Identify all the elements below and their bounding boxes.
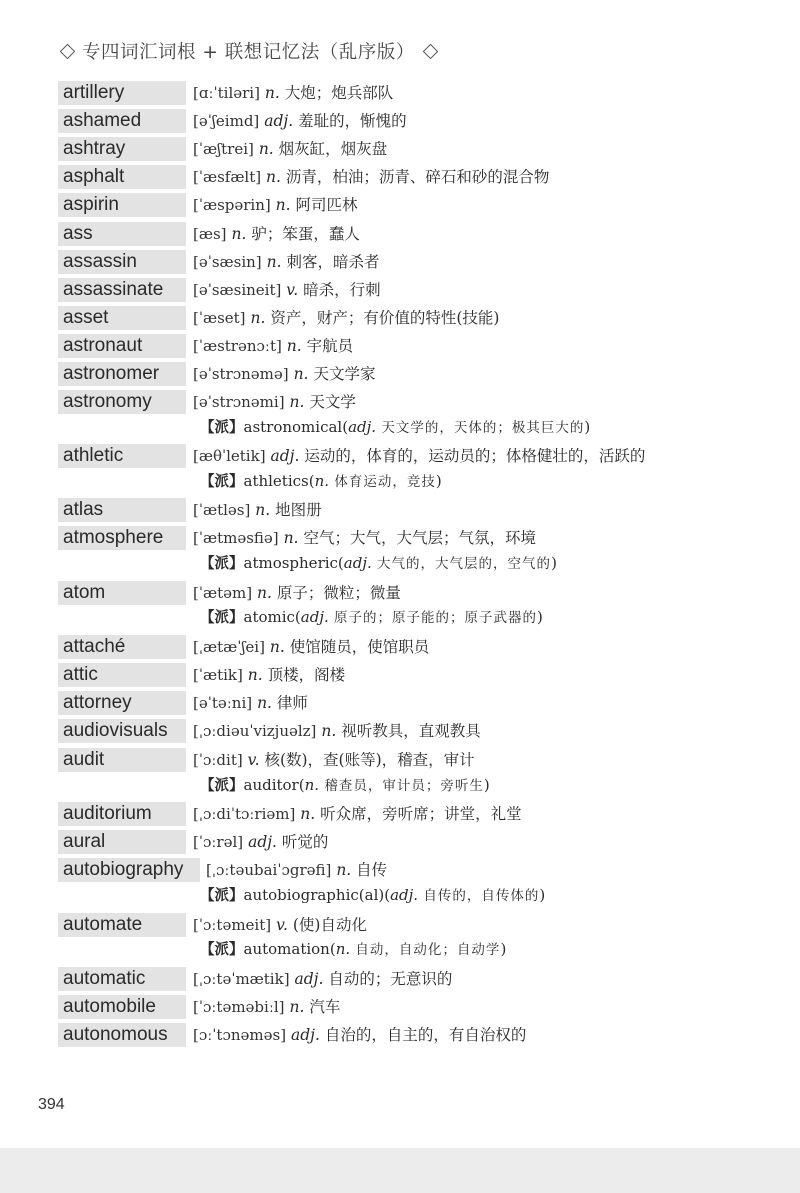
part-of-speech: n. xyxy=(255,501,271,519)
headword: ass xyxy=(58,222,186,246)
meaning: 刺客，暗杀者 xyxy=(286,253,380,271)
pronunciation: [əˈstrɔnəmə] xyxy=(193,365,289,383)
meaning: 天文学家 xyxy=(313,365,376,383)
headword: atmosphere xyxy=(58,526,186,550)
headword: automatic xyxy=(58,967,186,991)
pronunciation: [ˌætæˈʃei] xyxy=(193,638,265,656)
pronunciation: [ˈætik] xyxy=(193,666,243,684)
entry-row xyxy=(58,718,798,744)
meaning: 听众席，旁听席；讲堂，礼堂 xyxy=(320,805,522,823)
definition xyxy=(193,718,481,744)
derivative-tag: 【派】 xyxy=(200,474,244,490)
part-of-speech: n. xyxy=(289,998,305,1016)
part-of-speech: adj. xyxy=(270,447,300,465)
definition xyxy=(193,747,475,773)
headword: attorney xyxy=(58,691,186,715)
meaning: 自传 xyxy=(356,861,388,879)
headword: athletic xyxy=(58,444,186,468)
derivative-meaning: 自动，自动化；自动学 xyxy=(350,942,501,958)
definition xyxy=(193,249,379,275)
derivative-tag: 【派】 xyxy=(200,610,244,626)
part-of-speech: v. xyxy=(276,916,288,934)
pronunciation: [ˌɔːdiˈtɔːriəm] xyxy=(193,805,296,823)
part-of-speech: adj. xyxy=(248,833,277,851)
meaning: 驴；笨蛋，蠢人 xyxy=(251,225,360,243)
pronunciation: [əˈsæsin] xyxy=(193,253,262,271)
derivative-meaning: 体育运动，竞技 xyxy=(329,474,436,490)
pronunciation: [ɔːˈtɔnəməs] xyxy=(193,1026,287,1044)
derivative-word: atmospheric( xyxy=(243,554,344,572)
entry-row xyxy=(58,389,798,415)
definition xyxy=(193,443,645,469)
part-of-speech: n. xyxy=(293,365,309,383)
meaning: 听觉的 xyxy=(281,833,329,851)
derivative-word: autobiographic(al)( xyxy=(243,886,391,904)
part-of-speech: n. xyxy=(321,722,337,740)
pronunciation: [ˈætəm] xyxy=(193,584,253,602)
part-of-speech: n. xyxy=(286,337,302,355)
part-of-speech: n. xyxy=(269,638,285,656)
pronunciation: [ˈætməsfiə] xyxy=(193,529,279,547)
entry-row xyxy=(58,966,798,992)
meaning: 地图册 xyxy=(275,501,322,519)
entry-row xyxy=(58,857,798,883)
entry-row xyxy=(58,333,798,359)
pronunciation: [æθˈletik] xyxy=(193,447,266,465)
entry-row xyxy=(58,136,798,162)
entry-row xyxy=(58,305,798,331)
part-of-speech: n. xyxy=(275,196,291,214)
entry-row xyxy=(58,690,798,716)
diamond-icon xyxy=(60,43,76,59)
headword: astronomer xyxy=(58,362,186,386)
definition xyxy=(193,497,322,523)
definition xyxy=(193,221,360,247)
entry-row xyxy=(58,580,798,606)
part-of-speech: n. xyxy=(247,666,263,684)
derivative-word: auditor( xyxy=(243,776,305,794)
derivative-line xyxy=(200,605,543,629)
headword: atom xyxy=(58,581,186,605)
pronunciation: [ˈæspərin] xyxy=(193,196,271,214)
headword: automobile xyxy=(58,995,186,1019)
pronunciation: [əˈstrɔnəmi] xyxy=(193,393,285,411)
derivative-close: ) xyxy=(584,418,591,436)
derivative-tag: 【派】 xyxy=(200,888,244,904)
headword: assassinate xyxy=(58,278,186,302)
headword: asphalt xyxy=(58,165,186,189)
derivative-close: ) xyxy=(500,940,507,958)
headword: autobiography xyxy=(58,858,200,882)
derivative-line xyxy=(200,937,506,961)
pronunciation: [ɑːˈtiləri] xyxy=(193,84,260,102)
meaning: 羞耻的，惭愧的 xyxy=(298,112,407,130)
headword: auditorium xyxy=(58,802,186,826)
derivative-meaning: 原子的；原子能的；原子武器的 xyxy=(328,610,538,626)
definition xyxy=(193,525,536,551)
derivative-close: ) xyxy=(551,554,557,572)
derivative-tag: 【派】 xyxy=(200,556,244,572)
derivative-line xyxy=(200,773,490,797)
part-of-speech: v. xyxy=(247,751,260,769)
derivative-meaning: 大气的，大气层的，空气的 xyxy=(371,556,552,572)
headword: autonomous xyxy=(58,1023,186,1047)
part-of-speech: n. xyxy=(258,140,274,158)
definition xyxy=(193,108,407,134)
headword: aspirin xyxy=(58,193,186,217)
derivative-word: astronomical( xyxy=(243,418,349,436)
derivative-pos: n. xyxy=(314,472,330,490)
definition xyxy=(193,305,499,331)
part-of-speech: n. xyxy=(231,225,247,243)
entry-row xyxy=(58,361,798,387)
part-of-speech: n. xyxy=(257,584,272,602)
headword: audiovisuals xyxy=(58,719,186,743)
derivative-close: ) xyxy=(537,608,543,626)
part-of-speech: n. xyxy=(336,861,352,879)
meaning: 核(数)，查(账等)，稽查，审计 xyxy=(264,751,475,769)
meaning: 汽车 xyxy=(309,998,341,1016)
derivative-pos: n. xyxy=(335,940,351,958)
pronunciation: [ˈætləs] xyxy=(193,501,251,519)
derivative-pos: adj. xyxy=(348,418,377,436)
derivative-tag: 【派】 xyxy=(200,942,244,958)
derivative-close: ) xyxy=(435,472,442,490)
definition xyxy=(193,136,387,162)
meaning: 空气；大气，大气层；气氛，环境 xyxy=(303,529,536,547)
headword: ashamed xyxy=(58,109,186,133)
meaning: 运动的，体育的，运动员的；体格健壮的，活跃的 xyxy=(304,447,646,465)
entry-row xyxy=(58,801,798,827)
pronunciation: [æs] xyxy=(193,225,227,243)
definition xyxy=(193,994,340,1020)
meaning: 使馆随员，使馆职员 xyxy=(289,638,430,656)
page-header xyxy=(58,34,440,68)
headword: audit xyxy=(58,748,186,772)
meaning: 自动的；无意识的 xyxy=(328,970,453,988)
pronunciation: [ˌɔːdiəuˈvizjuəlz] xyxy=(193,722,317,740)
page-number: 394 xyxy=(38,1096,65,1113)
part-of-speech: n. xyxy=(257,694,272,712)
meaning: 资产，财产；有价值的特性(技能) xyxy=(270,309,500,327)
entry-row xyxy=(58,277,798,303)
meaning: 暗杀，行刺 xyxy=(303,281,381,299)
derivative-tag: 【派】 xyxy=(200,778,244,794)
derivative-close: ) xyxy=(539,886,546,904)
derivative-line xyxy=(200,551,557,575)
pronunciation: [ˈɔːtəməbiːl] xyxy=(193,998,285,1016)
entry-row xyxy=(58,912,798,938)
derivative-line xyxy=(200,883,545,907)
part-of-speech: n. xyxy=(266,168,281,186)
meaning: 视听教具，直观教具 xyxy=(341,722,481,740)
pronunciation: [ˈɔːdit] xyxy=(193,751,243,769)
meaning: 律师 xyxy=(276,694,308,712)
entry-row xyxy=(58,80,798,106)
definition xyxy=(193,801,522,827)
definition xyxy=(193,361,375,387)
derivative-meaning: 天文学的，天体的；极其巨大的 xyxy=(376,420,585,436)
part-of-speech: n. xyxy=(283,529,299,547)
definition xyxy=(193,912,367,938)
headword: astronaut xyxy=(58,334,186,358)
meaning: 顶楼，阁楼 xyxy=(267,666,346,684)
meaning: 烟灰缸，烟灰盘 xyxy=(278,140,388,158)
definition xyxy=(193,333,353,359)
derivative-meaning: 自传的，自传体的 xyxy=(418,888,540,904)
definition xyxy=(193,966,452,992)
derivative-close: ) xyxy=(483,776,490,794)
entry-row xyxy=(58,192,798,218)
entry-row xyxy=(58,829,798,855)
pronunciation: [ˈæset] xyxy=(193,309,246,327)
definition xyxy=(193,277,381,303)
pronunciation: [əˈʃeimd] xyxy=(193,112,260,130)
entry-row xyxy=(58,747,798,773)
headword: attic xyxy=(58,663,186,687)
pronunciation: [əˈtəːni] xyxy=(193,694,253,712)
meaning: 大炮；炮兵部队 xyxy=(284,84,394,102)
headword: ashtray xyxy=(58,137,186,161)
meaning: 原子；微粒；微量 xyxy=(276,584,401,602)
pronunciation: [ˌɔːtəˈmætik] xyxy=(193,970,290,988)
derivative-pos: adj. xyxy=(343,554,372,572)
definition xyxy=(193,164,549,190)
derivative-word: athletics( xyxy=(243,472,315,490)
derivative-pos: adj. xyxy=(390,886,419,904)
part-of-speech: adj. xyxy=(294,970,324,988)
derivative-word: atomic( xyxy=(243,608,301,626)
entry-row xyxy=(58,662,798,688)
definition xyxy=(193,1022,526,1048)
definition xyxy=(193,580,401,606)
pronunciation: [ˈæsfælt] xyxy=(193,168,262,186)
entry-row xyxy=(58,497,798,523)
part-of-speech: n. xyxy=(264,84,280,102)
derivative-line xyxy=(200,415,590,439)
derivative-tag: 【派】 xyxy=(200,420,244,436)
part-of-speech: n. xyxy=(266,253,282,271)
meaning: 宇航员 xyxy=(306,337,354,355)
definition xyxy=(193,192,358,218)
headword: astronomy xyxy=(58,390,186,414)
headword: automate xyxy=(58,913,186,937)
part-of-speech: adj. xyxy=(290,1026,320,1044)
part-of-speech: n. xyxy=(250,309,266,327)
definition xyxy=(206,857,387,883)
definition xyxy=(193,662,345,688)
derivative-pos: adj. xyxy=(300,608,329,626)
entry-row xyxy=(58,994,798,1020)
entry-row xyxy=(58,164,798,190)
derivative-word: automation( xyxy=(243,940,336,958)
headword: atlas xyxy=(58,498,186,522)
entry-row xyxy=(58,249,798,275)
meaning: 自治的，自主的，有自治权的 xyxy=(324,1026,527,1044)
definition xyxy=(193,389,356,415)
entry-row xyxy=(58,634,798,660)
pronunciation: [ˈɔːtəmeit] xyxy=(193,916,272,934)
pronunciation: [ˈɔːrəl] xyxy=(193,833,244,851)
entry-row xyxy=(58,108,798,134)
derivative-meaning: 稽查员，审计员；旁听生 xyxy=(319,778,484,794)
entry-row xyxy=(58,1022,798,1048)
meaning: (使)自动化 xyxy=(292,916,367,934)
headword: assassin xyxy=(58,250,186,274)
headword: attaché xyxy=(58,635,186,659)
entry-row xyxy=(58,525,798,551)
pronunciation: [ˈæʃtrei] xyxy=(193,140,254,158)
meaning: 沥青，柏油；沥青、碎石和砂的混合物 xyxy=(285,168,550,186)
diamond-icon xyxy=(422,43,438,59)
definition xyxy=(193,829,328,855)
entry-row xyxy=(58,221,798,247)
part-of-speech: n. xyxy=(300,805,316,823)
part-of-speech: n. xyxy=(289,393,305,411)
meaning: 天文学 xyxy=(309,393,356,411)
definition xyxy=(193,634,429,660)
headword: artillery xyxy=(58,81,186,105)
pronunciation: [ˌɔːtəubaiˈɔgrəfi] xyxy=(206,861,332,879)
pronunciation: [ˈæstrənɔːt] xyxy=(193,337,282,355)
definition xyxy=(193,80,393,106)
pronunciation: [əˈsæsineit] xyxy=(193,281,282,299)
book-title: 专四词汇词根 + 联想记忆法（乱序版） xyxy=(82,42,415,63)
derivative-line xyxy=(200,469,442,493)
entry-row xyxy=(58,443,798,469)
definition xyxy=(193,690,308,716)
headword: asset xyxy=(58,306,186,330)
derivative-pos: n. xyxy=(304,776,320,794)
page-edge-shade xyxy=(0,1148,800,1193)
part-of-speech: adj. xyxy=(264,112,294,130)
meaning: 阿司匹林 xyxy=(295,196,358,214)
headword: aural xyxy=(58,830,186,854)
part-of-speech: v. xyxy=(286,281,299,299)
